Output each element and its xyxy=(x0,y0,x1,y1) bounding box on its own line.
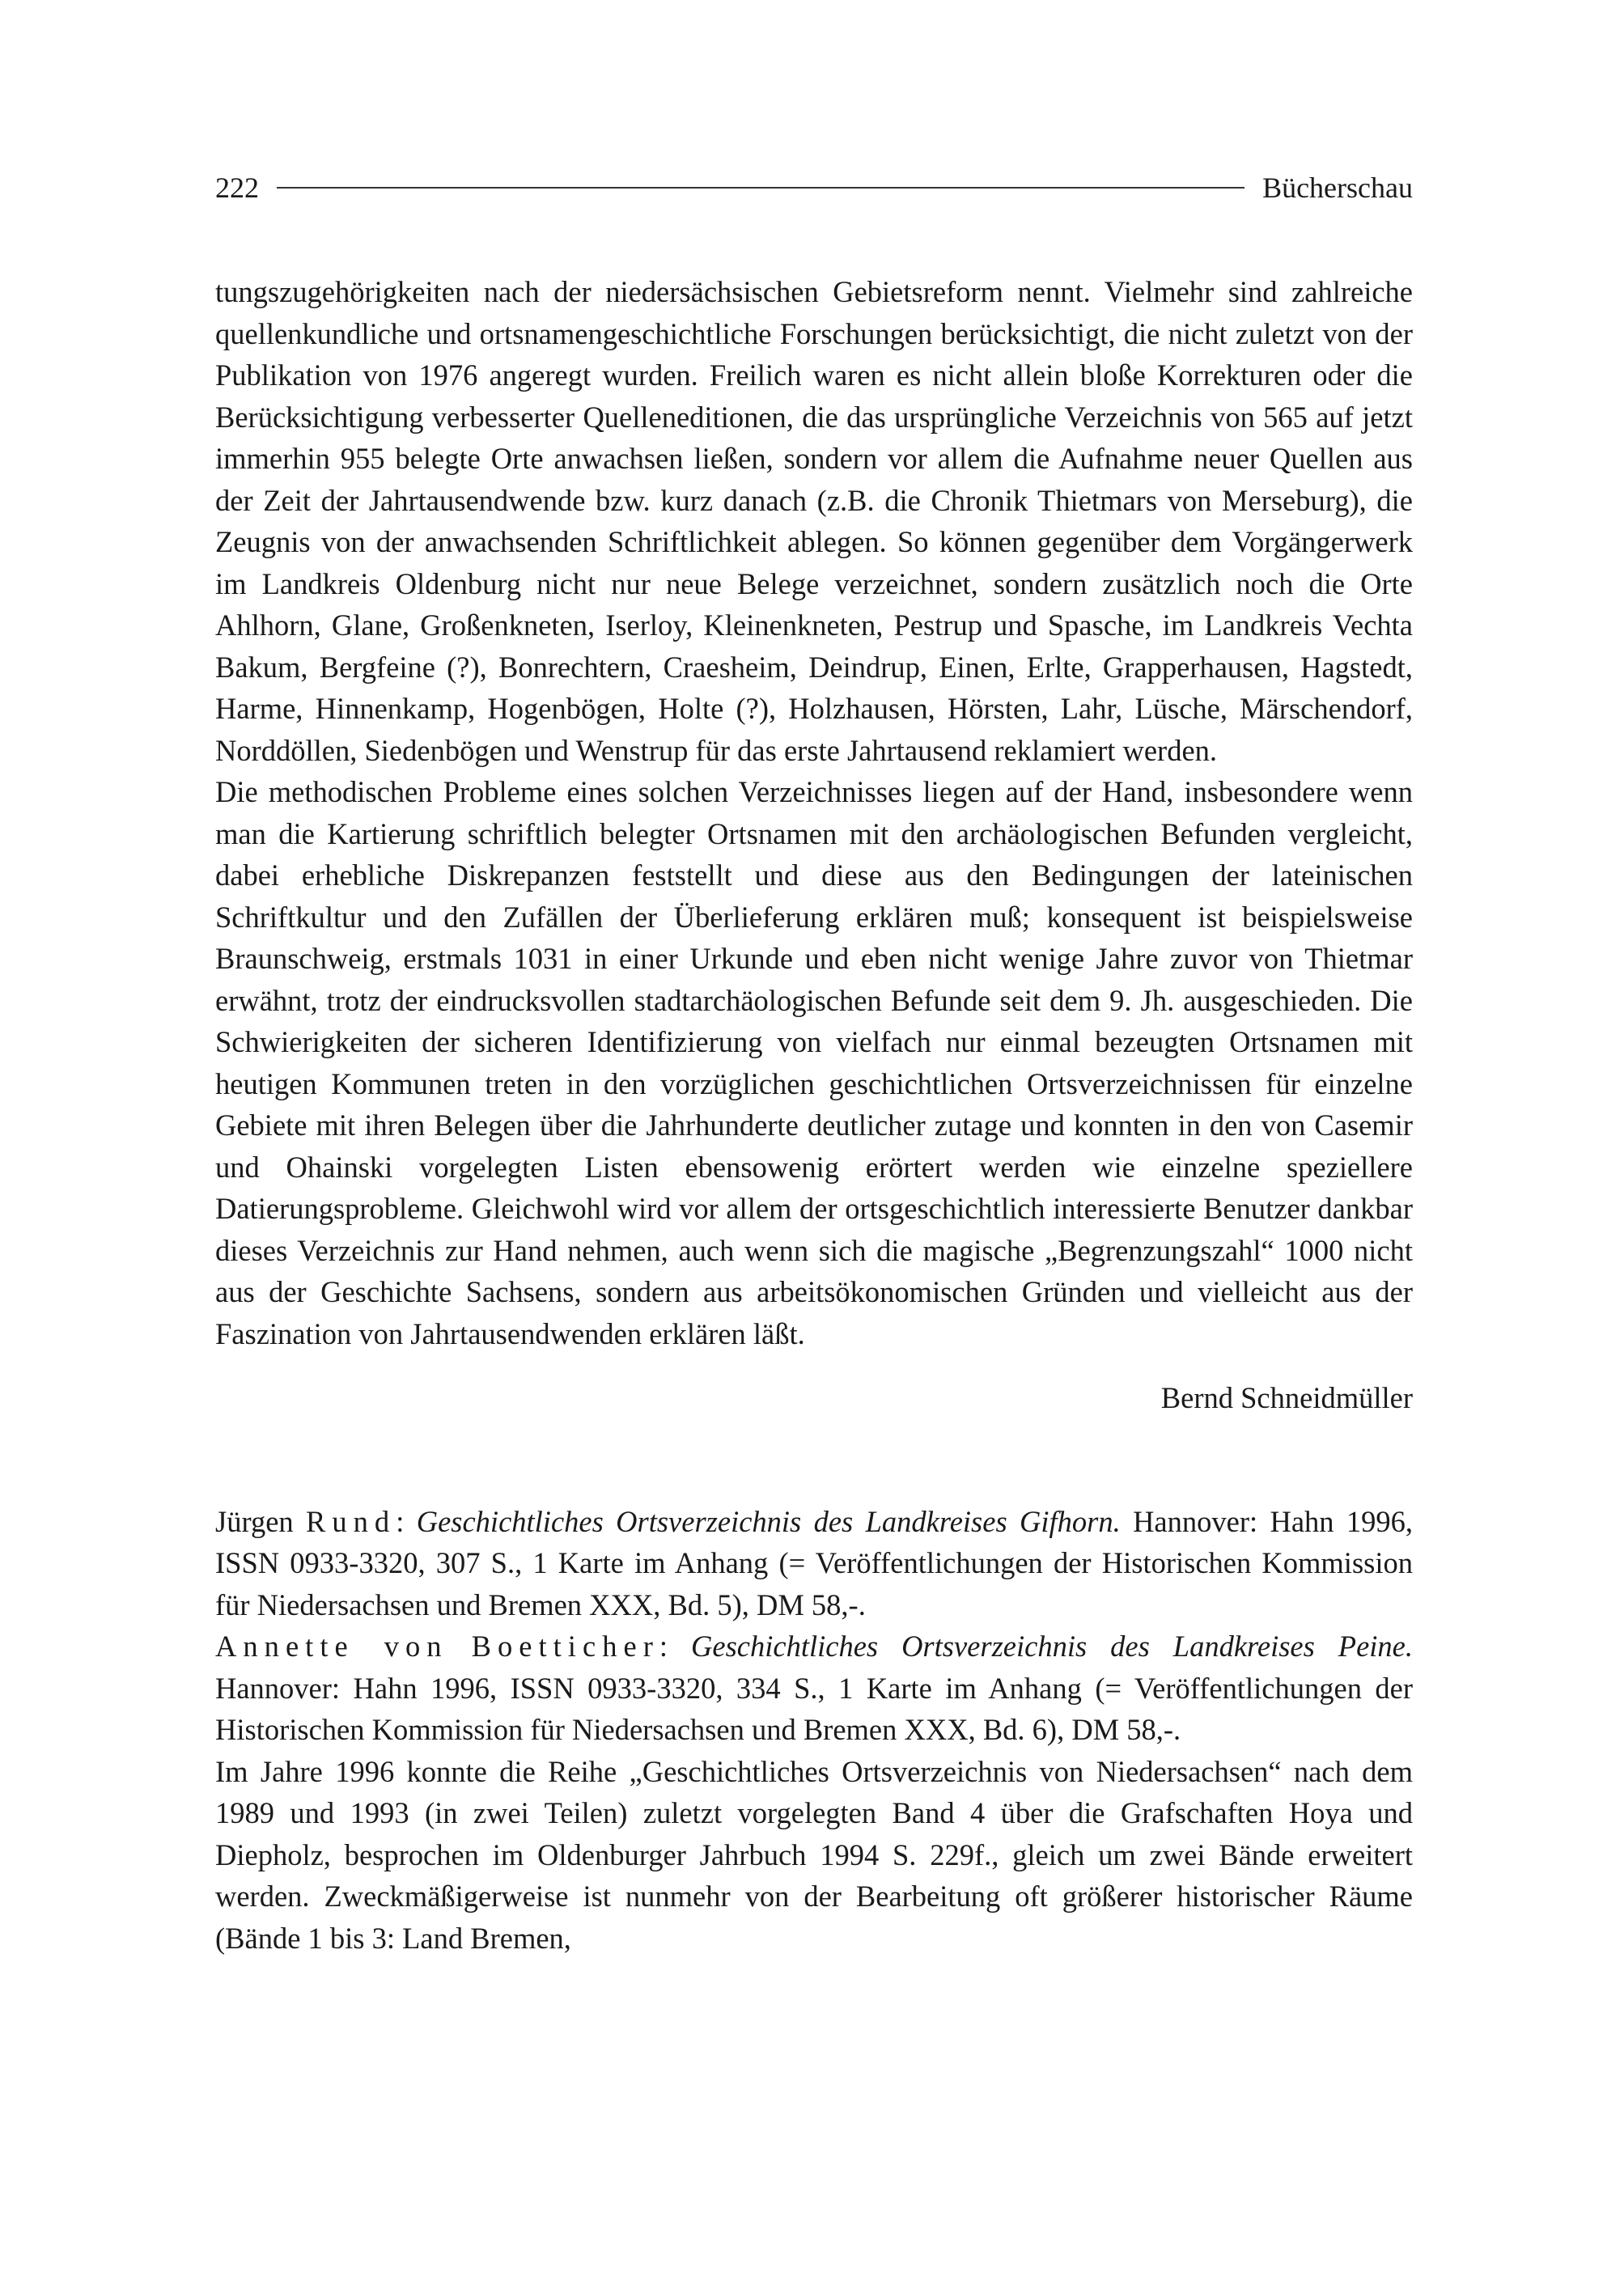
running-header xyxy=(215,168,1413,207)
section-title: Bücherschau xyxy=(1262,172,1413,204)
book1-author-last: Rund xyxy=(306,1504,396,1538)
book2-author-last: Boetticher xyxy=(471,1630,659,1663)
book1-title: Geschichtliches Ortsverzeichnis des Landkreises Gifhorn. xyxy=(416,1504,1121,1538)
book-entry-1: Jürgen Rund: Geschichtliches Ortsverzeichnis des Landkreises Gifhorn. Hannover: Hahn 1996, ISSN 0933-3320, 307 S., 1 Karte im Anhang (= Veröffentlichungen der Historischen Kommission für Niedersachsen und Bremen XXX, Bd. 5), DM 58,-. xyxy=(215,1504,1413,1621)
book2-author-first: Annette von xyxy=(215,1630,448,1663)
body-text xyxy=(215,271,1413,1959)
header-rule xyxy=(277,187,1245,189)
book1-details: Hannover: Hahn 1996, ISSN 0933-3320, 307 S., 1 Karte im Anhang (= Veröffentlichungen der Historischen Kommission für Niedersachsen und Bremen XXX, Bd. 5), DM 58,-. xyxy=(215,1504,1413,1621)
book-entry-2: Annette von Boetticher: Geschichtliches Ortsverzeichnis des Landkreises Peine. Hannover: Hahn 1996, ISSN 0933-3320, 334 S., 1 Karte im Anhang (= Veröffentlichungen der Historischen Kommission für Niedersachsen und Bremen XXX, Bd. 6), DM 58,-. xyxy=(215,1630,1413,1746)
page-number: 222 xyxy=(215,172,259,204)
book2-details: Hannover: Hahn 1996, ISSN 0933-3320, 334 S., 1 Karte im Anhang (= Veröffentlichungen der Historischen Kommission für Niedersachsen und Bremen XXX, Bd. 6), DM 58,-. xyxy=(215,1671,1413,1746)
review1-paragraph-2: Die methodischen Probleme eines solchen Verzeichnisses liegen auf der Hand, insbesondere wenn man die Kartierung schriftlich belegter Ortsnamen mit den archäologischen Befunden vergleicht, dabei erhebliche Diskrepanzen feststellt und diese aus den Bedingungen der lateinischen Schriftkultur und den Zufällen der Überlieferung erklären muß; konsequent ist beispielsweise Braunschweig, erstmals 1031 in einer Urkunde und eben nicht wenige Jahre zuvor von Thietmar erwähnt, trotz der eindrucksvollen stadtarchäologischen Befunde seit dem 9. Jh. ausgeschieden. Die Schwierigkeiten der sicheren Identifizierung von vielfach nur einmal bezeugten Ortsnamen mit heutigen Kommunen treten in den vorzüglichen geschichtlichen Ortsverzeichnissen für einzelne Gebiete mit ihren Belegen über die Jahrhunderte deutlicher zutage und konnten in den von Casemir und Ohainski vorgelegten Listen ebensowenig erörtert werden wie einzelne speziellere Datierungsprobleme. Gleichwohl wird vor allem der ortsgeschichtlich interessierte Benutzer dankbar dieses Verzeichnis zur Hand nehmen, auch wenn sich die magische „Begrenzungszahl“ 1000 nicht aus der Geschichte Sachsens, sondern aus arbeitsökonomischen Gründen und vielleicht aus der Faszination von Jahrtausendwenden erklären läßt. xyxy=(215,775,1413,1350)
review2-paragraph-1: Im Jahre 1996 konnte die Reihe „Geschichtliches Ortsverzeichnis von Niedersachsen“ nach dem 1989 und 1993 (in zwei Teilen) zuletzt vorgelegten Band 4 über die Grafschaften Hoya und Diepholz, besprochen im Oldenburger Jahrbuch 1994 S. 229f., gleich um zwei Bände erweitert werden. Zweckmäßigerweise ist nunmehr von der Bearbeitung oft größerer historischer Räume (Bände 1 bis 3: Land Bremen, xyxy=(215,1754,1413,1955)
review1-paragraph-1: tungszugehörigkeiten nach der niedersächsischen Gebietsreform nennt. Vielmehr sind zahlreiche quellenkundliche und ortsnamengeschichtliche Forschungen berücksichtigt, die nicht zuletzt von der Publikation von 1976 angeregt wurden. Freilich waren es nicht allein bloße Korrekturen oder die Berücksichtigung verbesserter Quelleneditionen, die das ursprüngliche Verzeichnis von 565 auf jetzt immerhin 955 belegte Orte anwachsen ließen, sondern vor allem die Aufnahme neuer Quellen aus der Zeit der Jahrtausendwende bzw. kurz danach (z.B. die Chronik Thietmars von Merseburg), die Zeugnis von der anwachsenden Schriftlichkeit ablegen. So können gegenüber dem Vorgängerwerk im Landkreis Oldenburg nicht nur neue Belege verzeichnet, sondern zusätzlich noch die Orte Ahlhorn, Glane, Großenkneten, Iserloy, Kleinenkneten, Pestrup und Spasche, im Landkreis Vechta Bakum, Bergfeine (?), Bonrechtern, Craesheim, Deindrup, Einen, Erlte, Grapperhausen, Hagstedt, Harme, Hinnenkamp, Hogenbögen, Holte (?), Holzhausen, Hörsten, Lahr, Lüsche, Märschendorf, Norddöllen, Siedenbögen und Wenstrup für das erste Jahrtausend reklamiert werden. xyxy=(215,275,1413,767)
reviewer-signature: Bernd Schneidmüller xyxy=(1160,1381,1413,1414)
book2-title: Geschichtliches Ortsverzeichnis des Landkreises Peine. xyxy=(691,1630,1413,1663)
book1-author-first: Jürgen xyxy=(215,1504,294,1538)
